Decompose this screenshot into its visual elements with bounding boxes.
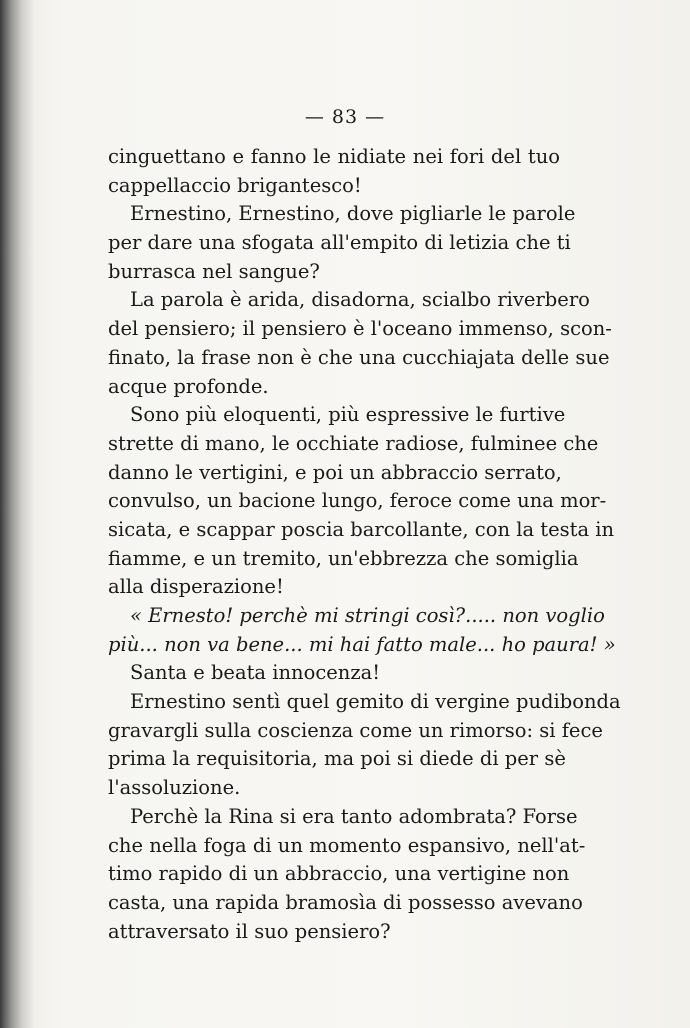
text-line: l'assoluzione. xyxy=(108,776,241,800)
text-line: Sono più eloquenti, più espressive le furtive xyxy=(130,403,566,427)
binding-shadow xyxy=(0,0,34,1028)
text-line: Santa e beata innocenza! xyxy=(130,661,381,685)
body-text xyxy=(108,143,621,946)
text-line: attraversato il suo pensiero? xyxy=(108,919,391,943)
text-line: burrasca nel sangue? xyxy=(108,259,320,283)
text-line: che nella foga di un momento espansivo, nell'at- xyxy=(108,833,586,857)
text-line: Ernestino, Ernestino, dove pigliarle le parole xyxy=(130,202,576,226)
text-line: per dare una sfogata all'empito di letizia che ti xyxy=(108,231,571,255)
text-line: gravargli sulla coscienza come un rimorso: si fece xyxy=(108,718,603,742)
text-line: cinguettano e fanno le nidiate nei fori del tuo xyxy=(108,145,560,168)
text-line-quote: più... non va bene... mi hai fatto male... ho paura! » xyxy=(108,632,616,656)
text-line: convulso, un bacione lungo, feroce come una mor- xyxy=(108,489,607,513)
text-line: Perchè la Rina si era tanto adombrata? Forse xyxy=(130,804,578,828)
text-line: La parola è arida, disadorna, scialbo riverbero xyxy=(130,288,590,312)
text-line: timo rapido di un abbraccio, una vertigine non xyxy=(108,862,570,886)
text-line: cappellaccio brigantesco! xyxy=(108,173,362,197)
text-line: Ernestino sentì quel gemito di vergine pudibonda xyxy=(130,690,621,714)
text-line: strette di mano, le occhiate radiose, fulminee che xyxy=(108,431,599,455)
text-line: acque profonde. xyxy=(108,374,269,398)
text-line: finato, la frase non è che una cucchiajata delle sue xyxy=(108,345,610,369)
text-line: sicata, e scappar poscia barcollante, con la testa in xyxy=(108,517,615,541)
text-line: casta, una rapida bramosìa di possesso avevano xyxy=(108,890,583,914)
text-line: danno le vertigini, e poi un abbraccio serrato, xyxy=(108,460,562,484)
text-line-quote: « Ernesto! perchè mi stringi così?..... non voglio xyxy=(130,604,605,627)
text-line: fiamme, e un tremito, un'ebbrezza che somiglia xyxy=(108,546,579,570)
text-line: alla disperazione! xyxy=(108,575,284,599)
text-line: del pensiero; il pensiero è l'oceano immenso, scon- xyxy=(108,317,612,341)
text-line: prima la requisitoria, ma poi si diede di per sè xyxy=(108,747,566,771)
page-number: — 83 — xyxy=(304,106,386,128)
